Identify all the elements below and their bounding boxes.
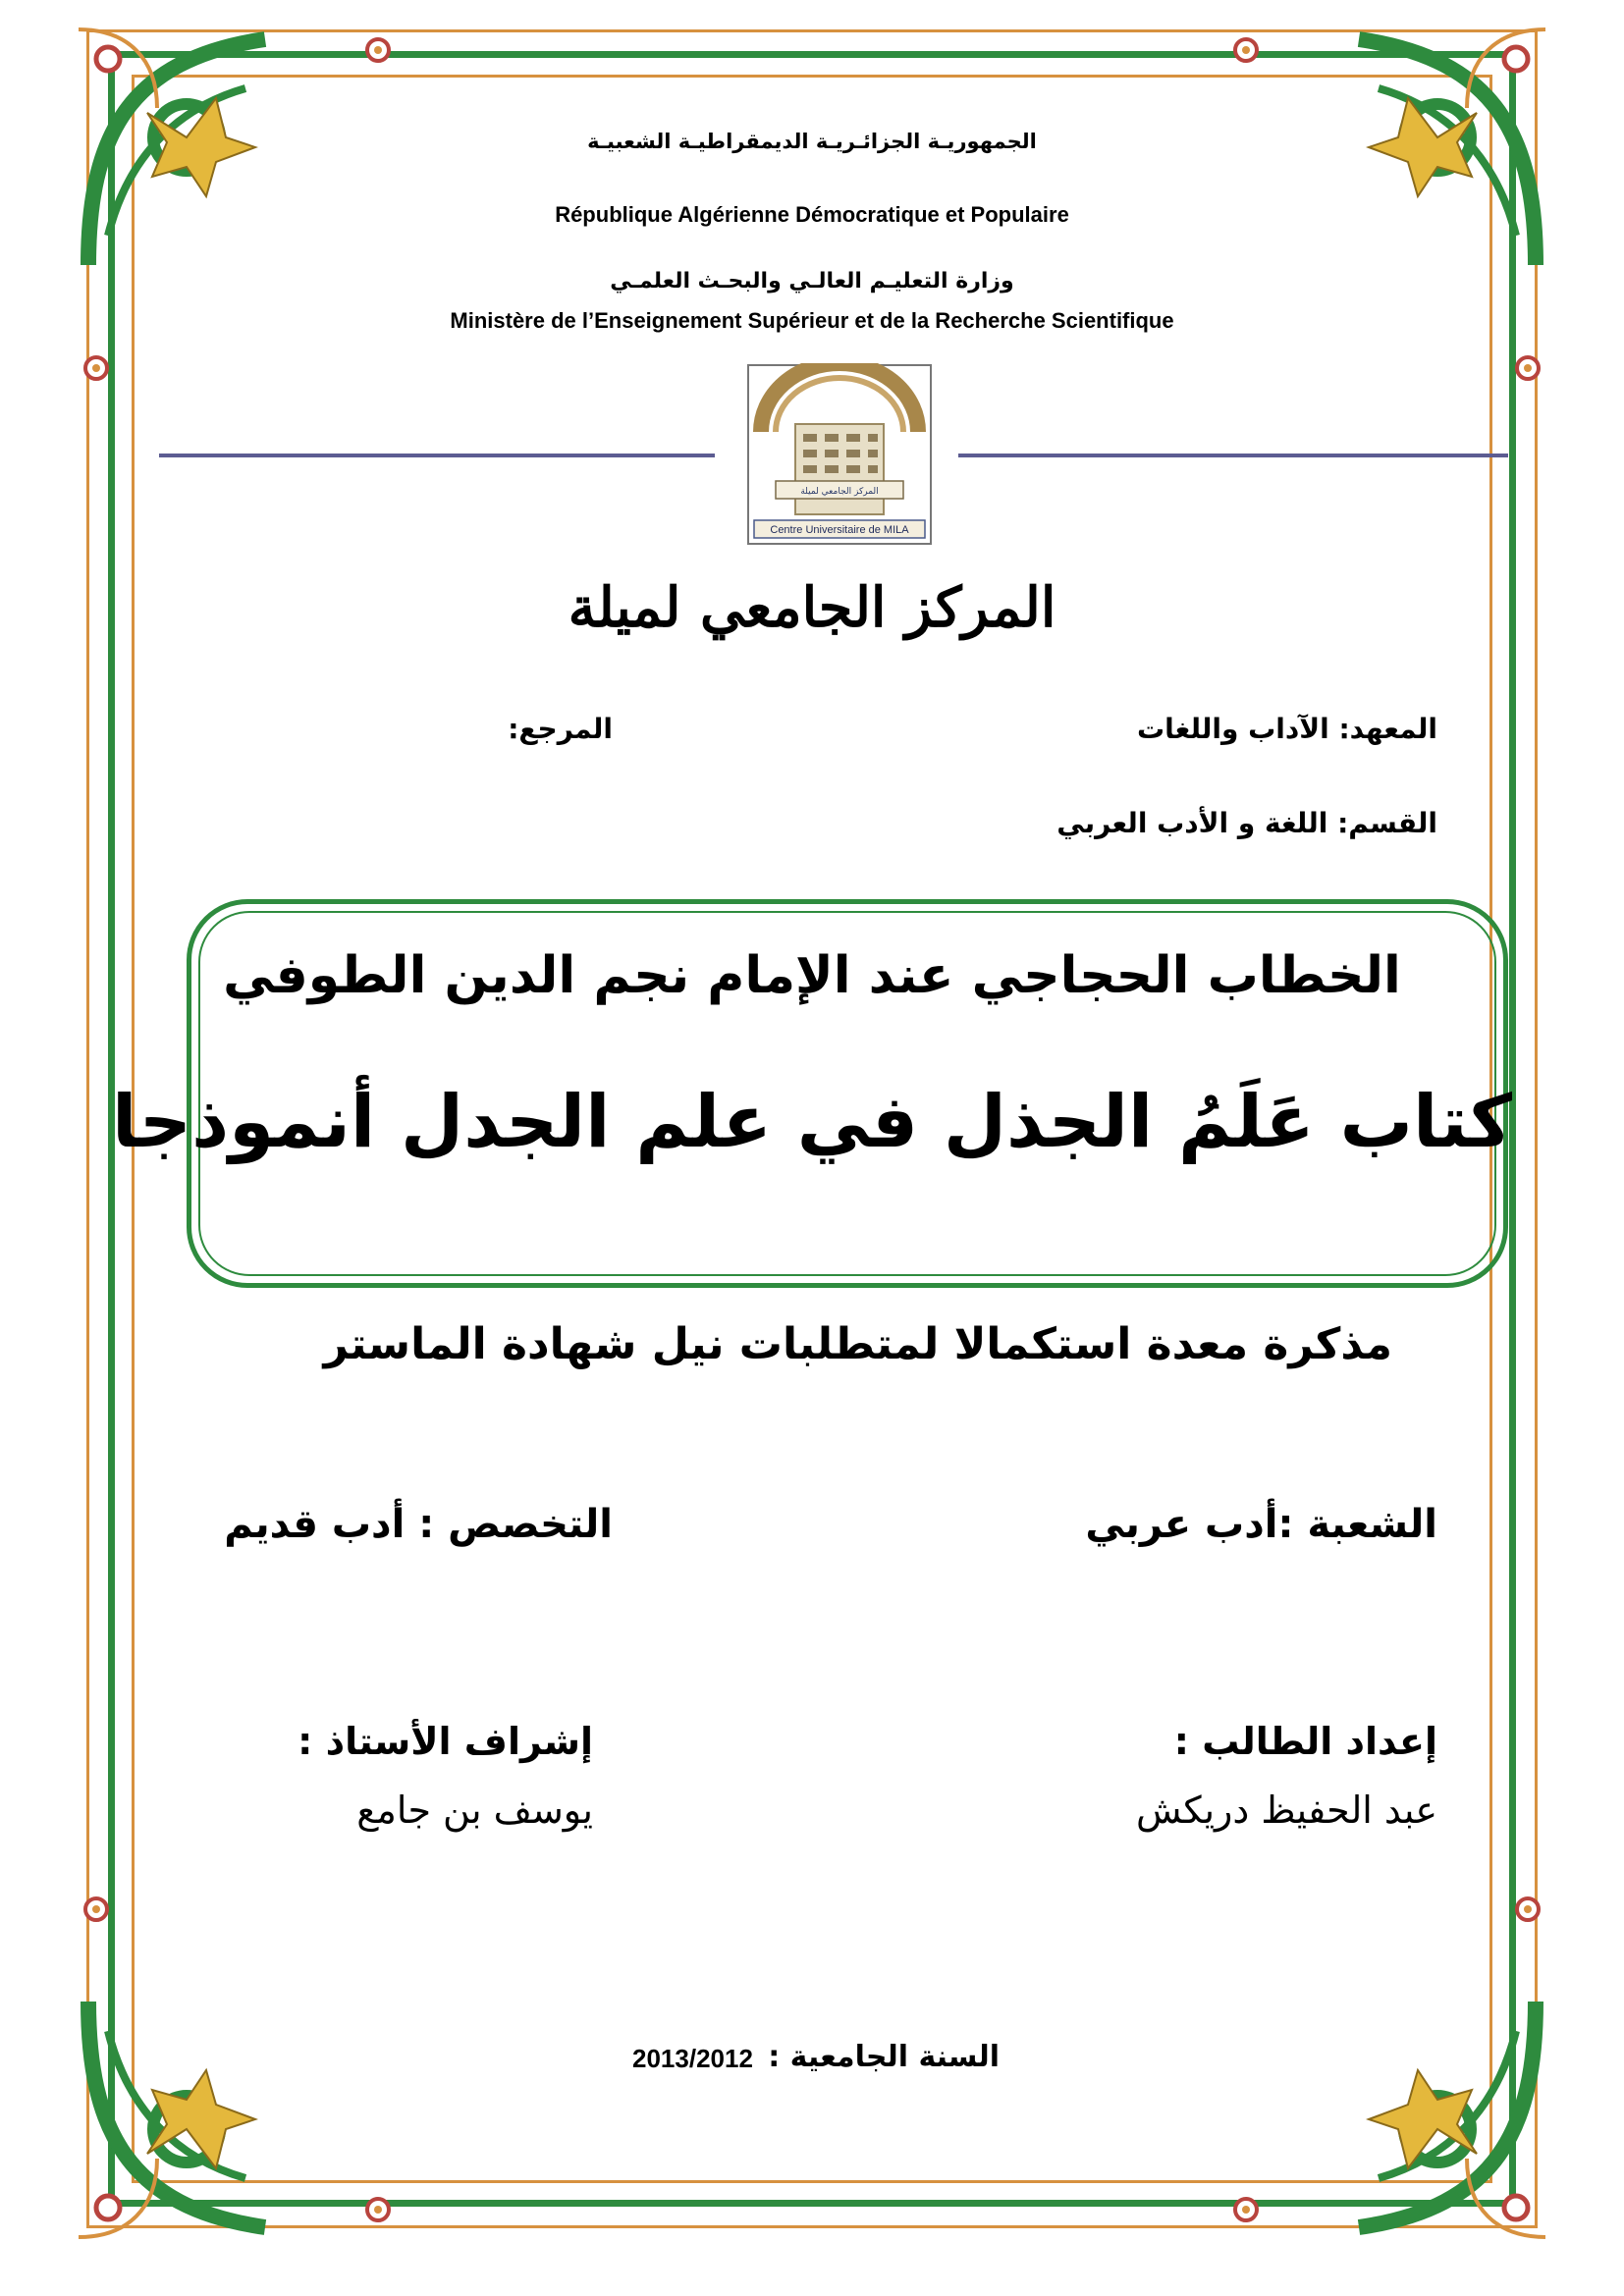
institute-label: المعهد: الآداب واللغات	[1137, 713, 1437, 745]
branch-label: الشعبة :أدب عربي	[1085, 1502, 1437, 1547]
student-name: عبد الحفيظ دريكش	[1136, 1789, 1437, 1832]
border-rosette-bottom-right	[1231, 2195, 1261, 2224]
thesis-subtitle: مذكرة معدة استكمالا لمتطلبات نيل شهادة الماستر	[323, 1319, 1392, 1369]
republic-arabic: الجمهوريـة الجزائـريـة الديمقراطيـة الشعبيـة	[587, 130, 1037, 153]
corner-ornament-bottom-left	[69, 1982, 295, 2247]
border-rosette-top-left	[363, 35, 393, 65]
header-rule-right	[958, 454, 1508, 457]
department-label: القسم: اللغة و الأدب العربي	[1056, 807, 1437, 839]
border-rosette-left-upper	[81, 353, 111, 383]
border-rosette-right-upper	[1513, 353, 1543, 383]
university-logo	[746, 363, 933, 546]
border-rosette-left-lower	[81, 1895, 111, 1924]
supervisor-label: إشراف الأستاذ :	[298, 1720, 593, 1763]
supervisor-name: يوسف بن جامع	[356, 1789, 593, 1832]
border-rosette-top-right	[1231, 35, 1261, 65]
reference-label: المرجع:	[508, 713, 613, 745]
logo-band-text: المركز الجامعي لميلة	[800, 487, 879, 497]
border-rosette-right-lower	[1513, 1895, 1543, 1924]
academic-year-value: 2013/2012	[632, 2044, 753, 2073]
institution-name: المركز الجامعي لميلة	[568, 575, 1056, 640]
thesis-title-line2: كتاب عَلَمُ الجذل في علم الجدل أنموذجا	[112, 1080, 1512, 1164]
thesis-title-line1: الخطاب الحجاجي عند الإمام نجم الدين الطوفي	[223, 946, 1401, 1005]
ministry-arabic: وزارة التعليـم العالـي والبحـث العلمـي	[610, 269, 1014, 294]
specialty-label: التخصص : أدب قديم	[224, 1502, 613, 1547]
header-rule-left	[159, 454, 715, 457]
corner-ornament-bottom-right	[1329, 1982, 1555, 2247]
student-label: إعداد الطالب :	[1173, 1720, 1437, 1763]
border-rosette-bottom-left	[363, 2195, 393, 2224]
logo-caption: Centre Universitaire de MILA	[770, 524, 909, 536]
academic-year-label: السنة الجامعية :	[768, 2040, 1000, 2074]
republic-french: République Algérienne Démocratique et Populaire	[555, 202, 1069, 227]
ministry-french: Ministère de l’Enseignement Supérieur et de la Recherche Scientifique	[450, 308, 1174, 333]
